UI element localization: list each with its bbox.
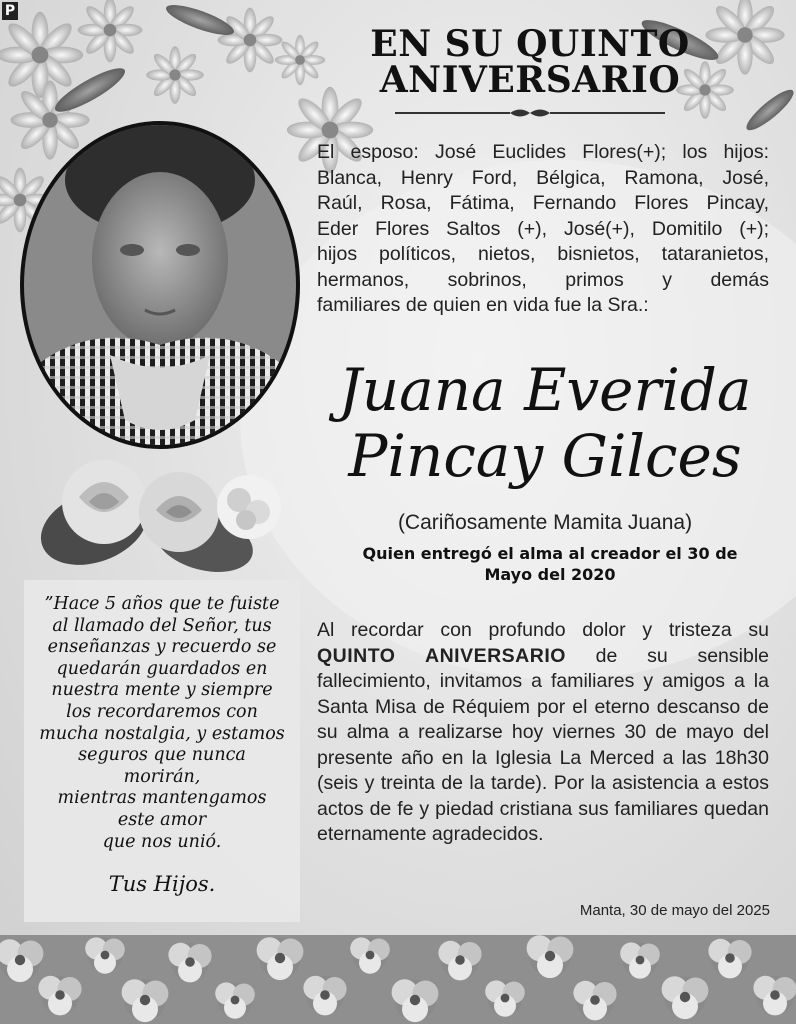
intro-line: El esposo: José Euclides Flores(+); los hijos: [317,141,769,163]
intro-line: Blanca, Henry Ford, Bélgica, Ramona, José, [317,166,769,189]
anniversary-highlight: QUINTO ANIVERSARIO [317,644,566,667]
departure-line-2: Mayo del 2020 [484,565,616,584]
rose-bouquet-icon [34,432,284,582]
portrait-photo [20,120,300,470]
departure-line-1: Quien entregó el alma al creador el 30 de [362,544,738,563]
quote-line: mientras mantengamos [57,788,267,809]
quote-line: enseñanzas y recuerdo se [47,637,277,658]
quote-line: los recordaremos con [66,701,258,722]
deceased-name-line-1: Juana Everida [338,356,752,424]
memorial-quote [24,594,300,853]
quote-line: al llamado del Señor, tus [52,615,272,636]
announcement-text-end: de su sensible fallecimiento, invitamos a familiares y amigos a la Santa Misa de Réquiem por el eterno descanso de su alma a realizarse hoy viernes 30 de mayo del presente año en la Iglesia La Merced a las 18h30 (seis y treinta de la tarde). Por la asistencia a estos actos de fe y piedad cristiana sus familiares quedan eternamente agradecidos. [317,644,769,845]
intro-line: hijos políticos, nietos, bisnietos, tataranietos, [317,243,769,265]
quote-line: que nos unió. [102,831,222,852]
intro-line: Raúl, Rosa, Fátima, Fernando Flores Pincay, [317,192,769,214]
deceased-name-line-2: Pincay Gilces [348,422,742,490]
publisher-badge: P [2,2,18,20]
deceased-nickname: (Cariñosamente Mamita Juana) [397,511,693,534]
quote-line: morirán, [123,766,201,787]
place-and-date: Manta, 30 de mayo del 2025 [579,902,770,919]
mass-announcement-paragraph [317,618,769,848]
quote-line: mucha nostalgia, y estamos [39,723,285,744]
quote-line: seguros que nunca [78,745,246,766]
flower-border-icon [0,935,796,1024]
intro-line: Eder Flores Saltos (+), José(+), Domitilo (+); [317,217,769,240]
family-list-paragraph [317,140,769,319]
title-line-2: ANIVERSARIO [379,59,681,101]
page-title [315,23,745,101]
ornamental-divider-icon [395,106,665,120]
quote-line: ”Hace 5 años que te fuiste [44,594,280,614]
quote-line: este amor [117,809,207,830]
intro-line: familiares de quien en vida fue la Sra.: [317,294,649,316]
quote-line: quedarán guardados en [56,658,268,679]
departure-date-text [330,543,770,585]
title-line-1: EN SU QUINTO [370,23,690,65]
intro-line: hermanos, sobrinos, primos y demás [317,268,769,291]
quote-line: nuestra mente y siempre [51,680,273,701]
quote-signature: Tus Hijos. [108,872,216,896]
announcement-text-start: Al recordar con profundo dolor y tristeza su [317,619,769,641]
